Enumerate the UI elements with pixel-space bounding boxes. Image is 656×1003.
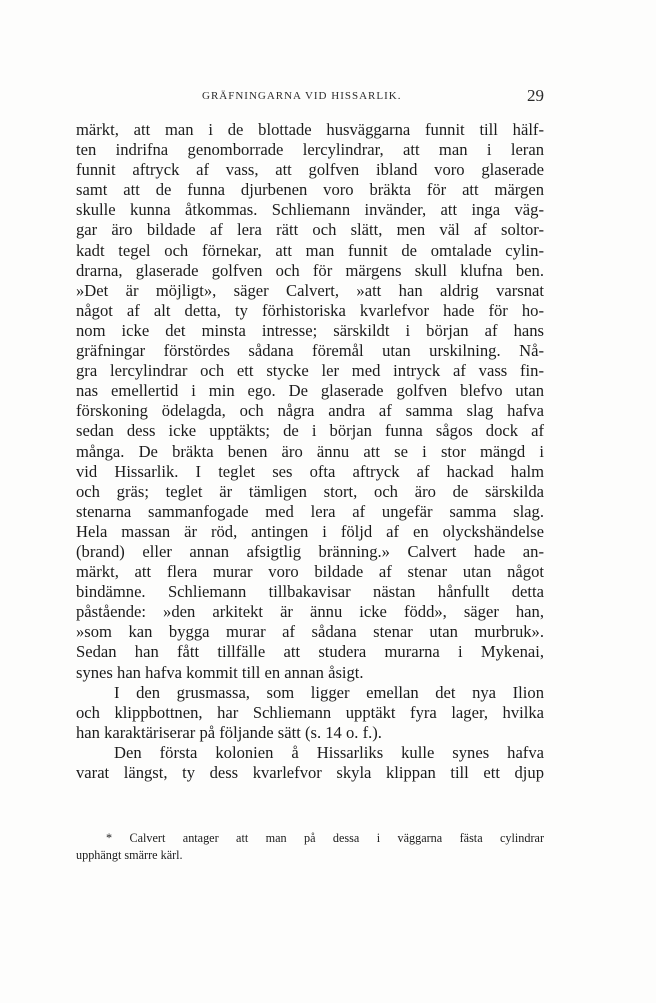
text-line: Den första kolonien å Hissarliks kulle synes hafva xyxy=(114,742,544,762)
text-line: skulle kunna åtkommas. Schliemann invänder, att inga väg- xyxy=(76,200,544,220)
text-line: gräfningar förstördes sådana föremål utan urskilning. Nå- xyxy=(76,341,544,361)
text-line: många. De bräkta benen äro ännu att se i stor mängd i xyxy=(76,441,544,461)
text-line: samt att de funna djurbenen voro bräkta för att märgen xyxy=(76,180,544,200)
text-line: (brand) eller annan afsigtlig bränning.» Calvert hade an- xyxy=(76,541,544,561)
text-line: och gräs; teglet är tämligen stort, och äro de särskilda xyxy=(76,481,544,501)
text-line: förskoning ödelagda, och några andra af samma slag hafva xyxy=(76,401,544,421)
running-title: GRÄFNINGARNA VID HISSARLIK. xyxy=(202,90,402,102)
text-line: vid Hissarlik. I teglet ses ofta aftryck af hackad halm xyxy=(76,461,544,481)
footnote-line: upphängt smärre kärl. xyxy=(76,848,183,862)
text-line: Hela massan är röd, antingen i följd af en olyckshändelse xyxy=(76,521,544,541)
page-number: 29 xyxy=(527,86,544,105)
text-line: och klippbottnen, har Schliemann upptäkt fyra lager, hvilka xyxy=(76,702,544,722)
text-line: han karaktäriserar på följande sätt (s. 14 o. f.). xyxy=(76,722,382,742)
text-line: sedan dess icke upptäkts; de i början funna sågos dock af xyxy=(76,421,544,441)
text-line: märkt, att man i de blottade husväggarna funnit till hälf- xyxy=(76,120,544,139)
page-header xyxy=(76,86,544,110)
text-line: I den grusmassa, som ligger emellan det nya Ilion xyxy=(114,682,544,702)
text-line: synes han hafva kommit till en annan åsigt. xyxy=(76,662,364,682)
text-line: påstående: »den arkitekt är ännu icke född», säger han, xyxy=(76,602,544,622)
main-text xyxy=(76,120,544,783)
text-line: varat längst, ty dess kvarlefvor skyla klippan till ett djup xyxy=(76,763,544,782)
text-line: nom icke det minsta intresse; särskildt i början af hans xyxy=(76,320,544,340)
text-line: kadt tegel och förnekar, att man funnit de omtalade cylin- xyxy=(76,240,544,260)
text-line: gra lercylindrar och ett stycke ler med intryck af vass fin- xyxy=(76,361,544,381)
text-line: Sedan han fått tillfälle att studera murarna i Mykenai, xyxy=(76,642,544,662)
text-line: bindämne. Schliemann tillbakavisar nästan hånfullt detta xyxy=(76,582,544,602)
paragraph-2 xyxy=(76,683,544,743)
text-line: drarna, glaserade golfven och för märgens skull klufna ben. xyxy=(76,260,544,280)
text-line: något af alt detta, ty förhistoriska kvarlefvor hade för ho- xyxy=(76,300,544,320)
text-line: märkt, att flera murar voro bildade af stenar utan något xyxy=(76,562,544,582)
text-line: ten indrifna genomborrade lercylindrar, att man i leran xyxy=(76,140,544,160)
footnote-line: * Calvert antager att man på dessa i väggarna fästa cylindrar xyxy=(106,831,544,845)
paragraph-1 xyxy=(76,120,544,683)
text-line: »som kan bygga murar af sådana stenar utan murbruk». xyxy=(76,622,544,642)
text-line: gar äro bildade af lera rätt och slätt, men väl af soltor- xyxy=(76,220,544,240)
text-line: stenarna sammanfogade med lera af ungefär samma slag. xyxy=(76,501,544,521)
text-line: funnit aftryck af vass, att golfven ibland voro glaserade xyxy=(76,160,544,180)
text-line: nas emellertid i min ego. De glaserade golfven blefvo utan xyxy=(76,381,544,401)
text-line: »Det är möjligt», säger Calvert, »att han aldrig varsnat xyxy=(76,280,544,300)
footnote xyxy=(76,830,544,864)
paragraph-3 xyxy=(76,743,544,783)
